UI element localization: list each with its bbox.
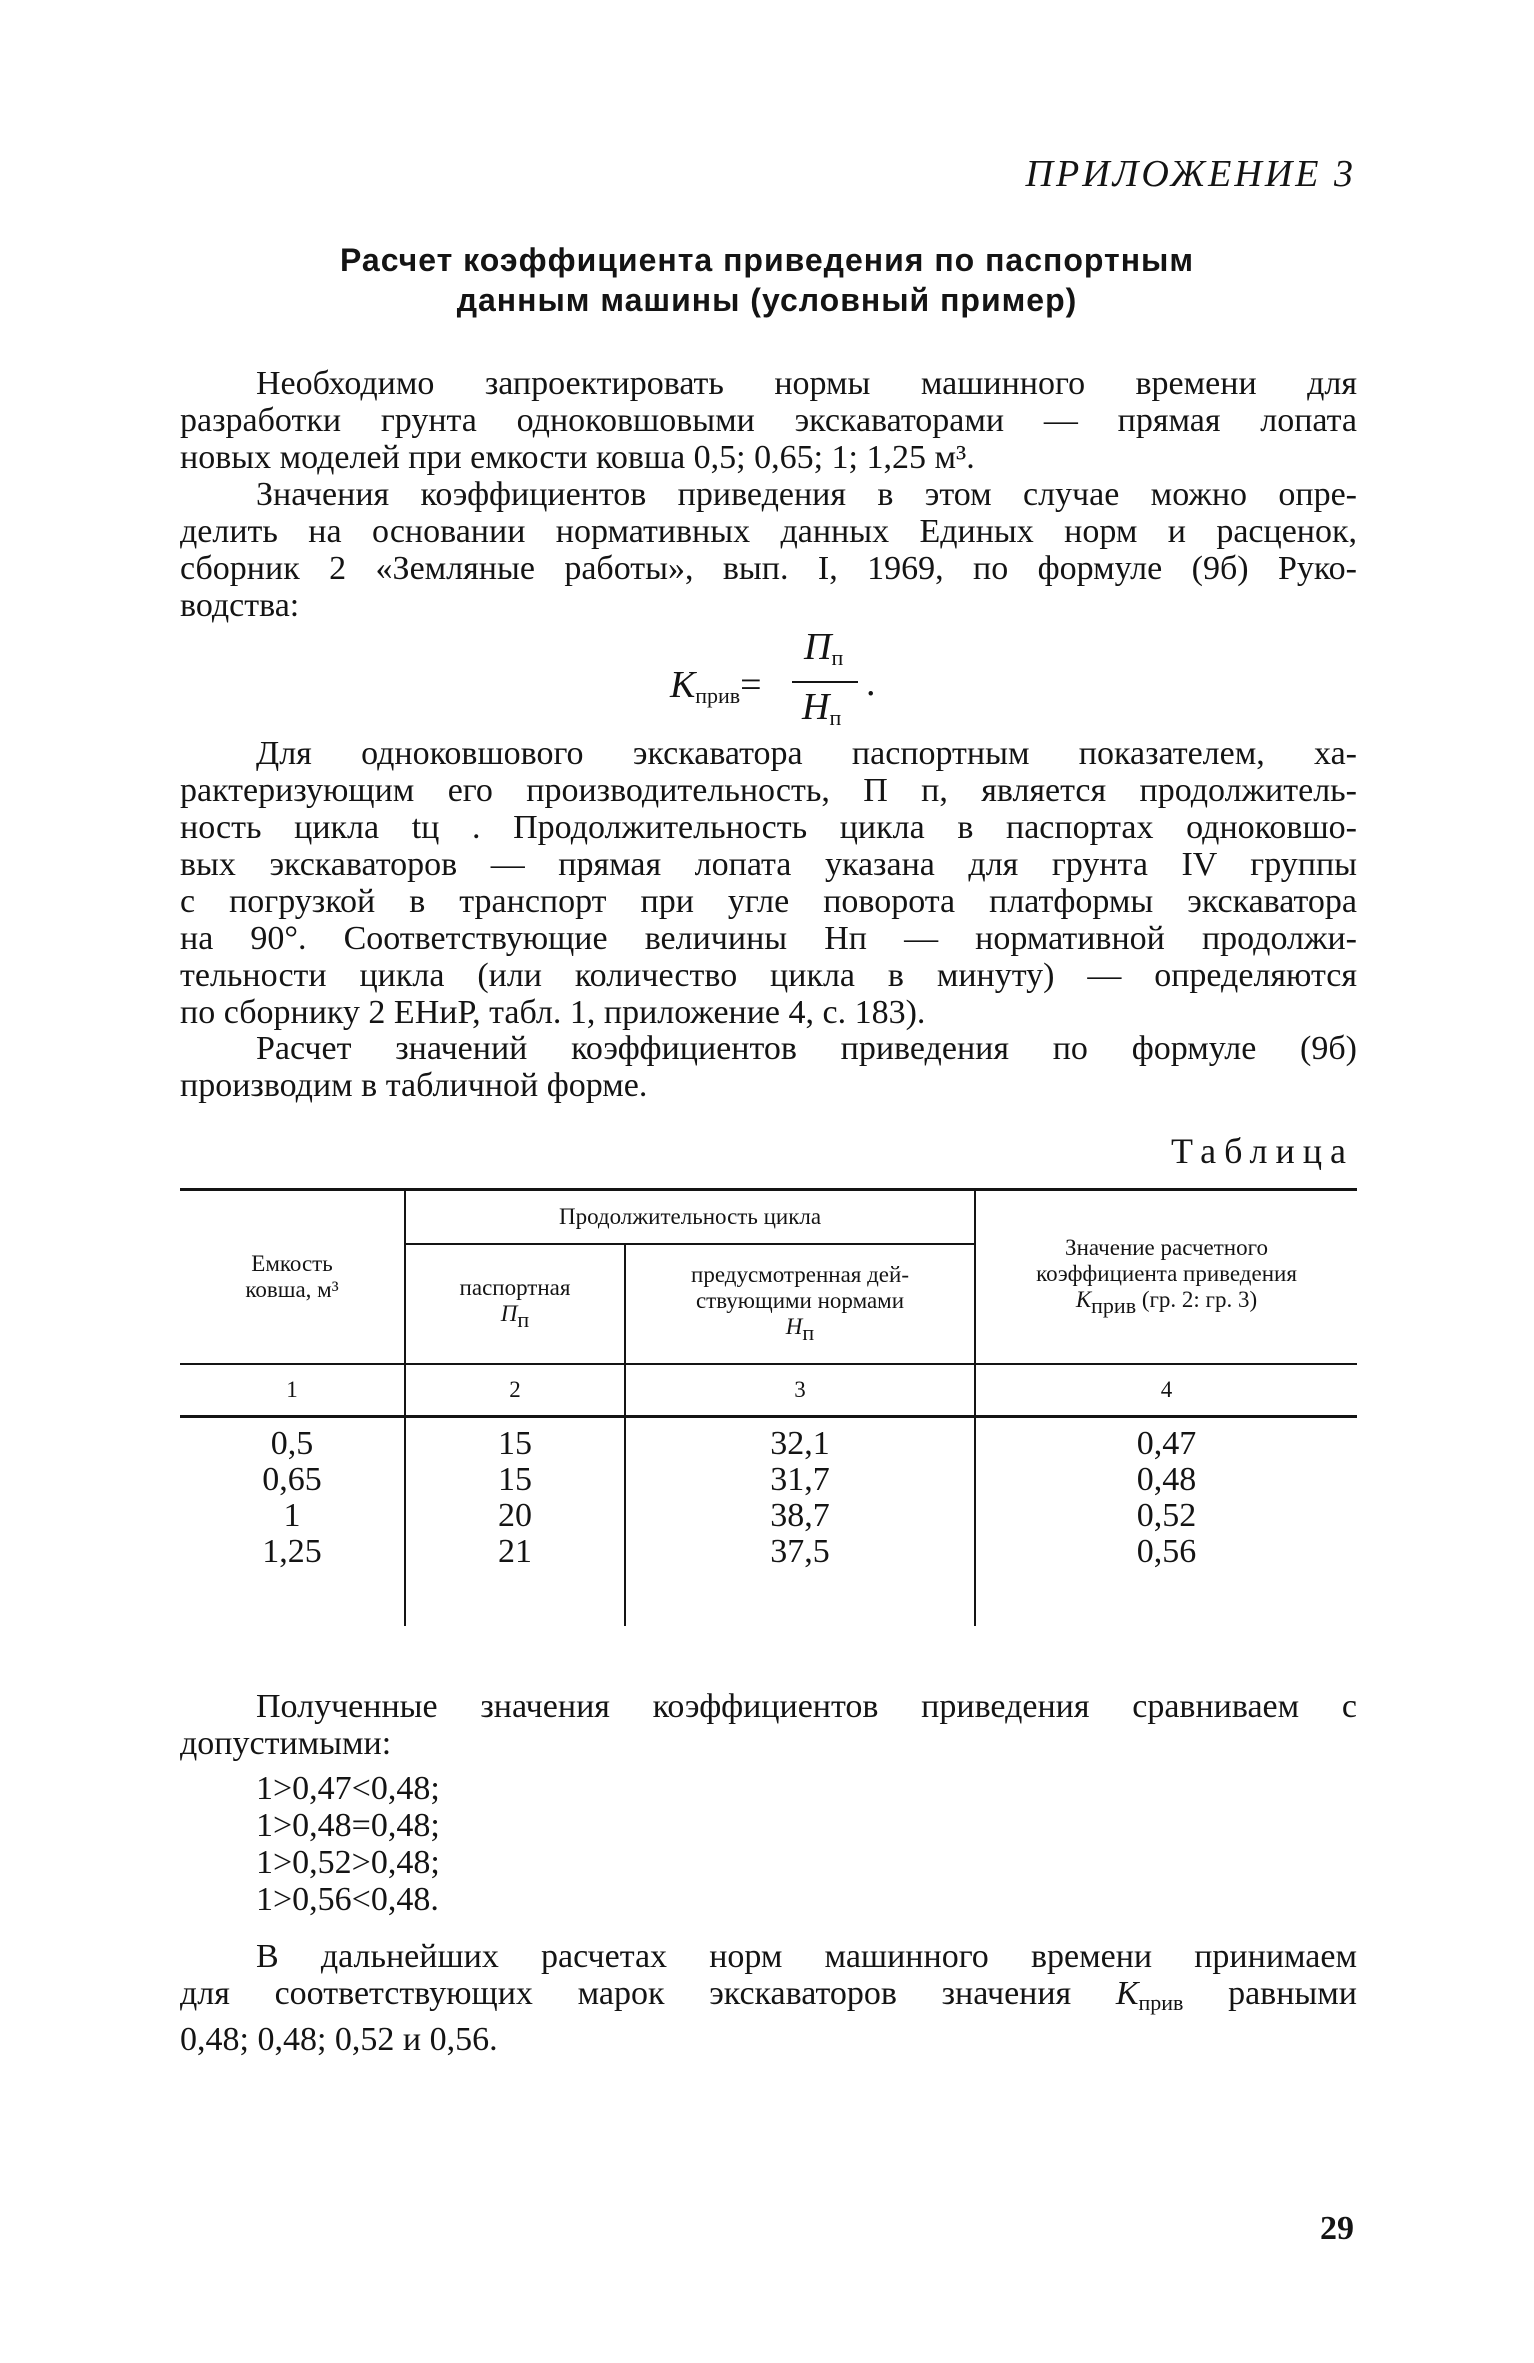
- table-cell: 32,1: [770, 1425, 830, 1462]
- paragraph-line: с погрузкой в транспорт при угле поворота платформы экскаватора: [180, 883, 1357, 920]
- column-number: 3: [625, 1364, 975, 1417]
- formula-numerator: $П_п$: [804, 626, 844, 670]
- paragraph-line: 0,48; 0,48; 0,52 и 0,56.: [180, 2021, 498, 2058]
- table-cell: 0,48: [1136, 1461, 1197, 1498]
- paragraph-line: на 90°. Соответствующие величины Нп — нормативной продолжи-: [180, 920, 1357, 957]
- column-coefficient-values: [975, 1417, 1357, 1627]
- paragraph-2: [180, 476, 1357, 624]
- paragraph-line: Для одноковшового экскаватора паспортным показателем, ха-: [256, 735, 1357, 772]
- paragraph-line: производим в табличной форме.: [180, 1067, 648, 1104]
- paragraph-line: Расчет значений коэффициентов приведения по формуле (9б): [256, 1030, 1357, 1067]
- column-norm-values: [625, 1417, 975, 1627]
- paragraph-line: по сборнику 2 ЕНиР, табл. 1, приложение 4, с. 183).: [180, 994, 926, 1031]
- table-cell: 21: [498, 1533, 532, 1570]
- table-cell: 31,7: [770, 1461, 830, 1498]
- paragraph-6: [180, 1938, 1357, 2058]
- paragraph-line: допустимыми:: [180, 1725, 392, 1762]
- table-cell: 0,52: [1136, 1497, 1197, 1534]
- paragraph-line: делить на основании нормативных данных Единых норм и расценок,: [180, 513, 1357, 550]
- page-number: 29: [1320, 2210, 1354, 2247]
- paragraph-line: рактеризующим его производительность, П п, является продолжитель-: [180, 772, 1357, 809]
- paragraph-line: тельности цикла (или количество цикла в минуту) — определяются: [180, 957, 1357, 994]
- inequality: 1>0,56<0,48.: [256, 1881, 439, 1918]
- header-coefficient: Значение расчетного коэффициента приведения $К_{прив}$ (гр. 2: гр. 3): [975, 1190, 1357, 1365]
- header-passport: паспортная $П_п$: [405, 1244, 625, 1364]
- paragraph-line: ность цикла tц . Продолжительность цикла в паспортах одноковшо-: [180, 809, 1357, 846]
- coefficient-table: [180, 1188, 1357, 1626]
- table-cell: 38,7: [770, 1497, 830, 1534]
- paragraph-line: Значения коэффициентов приведения в этом случае можно опре-: [256, 476, 1357, 513]
- table-cell: 0,56: [1136, 1533, 1197, 1570]
- inequalities-list: [256, 1770, 440, 1918]
- paragraph-5: [180, 1688, 1357, 1762]
- paragraph-line: В дальнейших расчетах норм машинного времени принимаем: [256, 1938, 1357, 1975]
- table-cell: 15: [498, 1425, 532, 1462]
- inequality: 1>0,47<0,48;: [256, 1770, 440, 1807]
- paragraph-4: [180, 1030, 1357, 1104]
- inequality: 1>0,52>0,48;: [256, 1844, 440, 1881]
- table-caption: Таблица: [1171, 1131, 1354, 1171]
- formula-lhs: $К_{прив}=$: [670, 664, 762, 708]
- table-cell: 0,47: [1136, 1425, 1197, 1462]
- formula: [0, 625, 1534, 735]
- header-norm: предусмотренная дей- ствующими нормами $Н_п$: [625, 1244, 975, 1364]
- paragraph-line: сборник 2 «Земляные работы», вып. I, 1969, по формуле (9б) Руко-: [180, 550, 1357, 587]
- paragraph-3: [180, 735, 1357, 1031]
- title-line-1: Расчет коэффициента приведения по паспортным: [339, 242, 1195, 278]
- formula-denominator: $Н_п$: [802, 686, 842, 730]
- table-cell: 15: [498, 1461, 532, 1498]
- column-capacity-values: [180, 1417, 405, 1627]
- table-cell: 20: [498, 1497, 532, 1534]
- paragraph-line: для соответствующих марок экскаваторов значения $К_{прив}$ равными: [180, 1975, 1357, 2015]
- paragraph-line: Необходимо запроектировать нормы машинного времени для: [256, 365, 1357, 402]
- appendix-label: ПРИЛОЖЕНИЕ 3: [1025, 153, 1356, 195]
- table-cell: 37,5: [770, 1533, 830, 1570]
- paragraph-line: вых экскаваторов — прямая лопата указана для грунта IV группы: [180, 846, 1357, 883]
- fraction-bar: [792, 681, 858, 683]
- paragraph-line: разработки грунта одноковшовыми экскаваторами — прямая лопата: [180, 402, 1357, 439]
- inequality: 1>0,48=0,48;: [256, 1807, 440, 1844]
- paragraph-line: Полученные значения коэффициентов приведения сравниваем с: [256, 1688, 1357, 1725]
- header-cycle-group: Продолжительность цикла: [405, 1190, 975, 1245]
- section-title: [0, 240, 1534, 320]
- table-cell: 0,65: [262, 1461, 322, 1498]
- formula-end: .: [866, 662, 876, 704]
- header-capacity: Емкость ковша, м³: [180, 1190, 405, 1365]
- column-number: 2: [405, 1364, 625, 1417]
- paragraph-line: водства:: [180, 587, 300, 624]
- table-cell: 1: [283, 1497, 301, 1534]
- column-number: 4: [975, 1364, 1357, 1417]
- table-cell: 1,25: [262, 1533, 322, 1570]
- column-number: 1: [180, 1364, 405, 1417]
- column-passport-values: [405, 1417, 625, 1627]
- paragraph-1: [180, 365, 1357, 476]
- paragraph-line: новых моделей при емкости ковша 0,5; 0,65; 1; 1,25 м³.: [180, 439, 975, 476]
- table-cell: 0,5: [270, 1425, 314, 1462]
- title-line-2: данным машины (условный пример): [456, 282, 1078, 318]
